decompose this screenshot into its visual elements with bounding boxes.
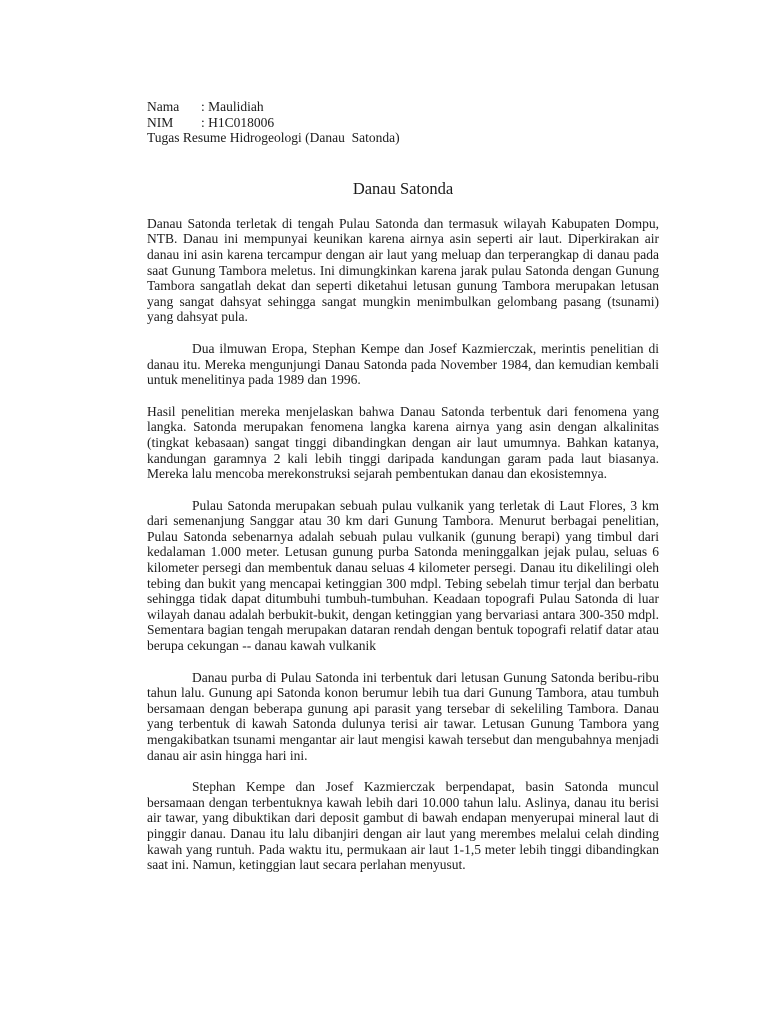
paragraph-4: Pulau Satonda merupakan sebuah pulau vulkanik yang terletak di Laut Flores, 3 km dari semenanjung Sanggar atau 30 km dari Gunung Tambora. Menurut berbagai penelitian, Pulau Satonda sebenarnya adalah sebuah pulau vulkanik (gunung berapi) yang timbul dari kedalaman 1.000 meter. Letusan gunung purba Satonda meninggalkan jejak pulau, seluas 6 kilometer persegi dan membentuk danau seluas 4 kilometer persegi. Danau itu dikelilingi oleh tebing dan bukit yang mencapai ketinggian 300 mdpl. Tebing sebelah timur terjal dan berbatu sehingga tidak dapat ditumbuhi tumbuh-tumbuhan. Keadaan topografi Pulau Satonda di luar wilayah danau adalah berbukit-bukit, dengan ketinggian yang bervariasi antara 300-350 mdpl. Sementara bagian tengah merupakan dataran rendah dengan bentuk topografi relatif datar atau berupa cekungan -- danau kawah vulkanik (147, 497, 659, 654)
student-nim: NIM : H1C018006 (147, 114, 275, 130)
paragraph-5: Danau purba di Pulau Satonda ini terbentuk dari letusan Gunung Satonda beribu-ribu tahun lalu. Gunung api Satonda konon berumur lebih tua dari Gunung Tambora, atau tumbuh bersamaan dengan beberapa gunung api parasit yang tersebar di sekeliling Tambora. Danau yang terbentuk di kawah Satonda dulunya terisi air tawar. Letusan Gunung Tambora yang mengakibatkan tsunami mengantar air laut mengisi kawah tersebut dan mengubahnya menjadi danau air asin hingga hari ini. (147, 669, 659, 763)
document-title: Danau Satonda (352, 178, 454, 198)
paragraph-3: Hasil penelitian mereka menjelaskan bahwa Danau Satonda terbentuk dari fenomena yang langka. Satonda merupakan fenomena langka karena airnya yang asin dengan alkalinitas (tingkat kebasaan) sangat tinggi dibandingkan dengan air laut umumnya. Bahkan katanya, kandungan garamnya 2 kali lebih tinggi daripada kandungan garam pada laut biasanya. Mereka lalu mencoba merekonstruksi sejarah pembentukan danau dan ekosistemnya. (147, 403, 659, 482)
assignment-title: Tugas Resume Hidrogeologi (Danau Satonda) (147, 130, 400, 146)
document-body (147, 99, 659, 889)
paragraph-6: Stephan Kempe dan Josef Kazmierczak berpendapat, basin Satonda muncul bersamaan dengan terbentuknya kawah lebih dari 10.000 tahun lalu. Aslinya, danau itu berisi air tawar, yang dibuktikan dari deposit gambut di bawah endapan menyerupai mineral laut di pinggir danau. Danau itu lalu dibanjiri dengan air laut yang merembes melalui celah dinding kawah yang runtuh. Pada waktu itu, permukaan air laut 1-1,5 meter lebih tinggi dibandingkan saat ini. Namun, ketinggian laut secara perlahan menyusut. (147, 779, 659, 873)
paragraph-1: Danau Satonda terletak di tengah Pulau Satonda dan termasuk wilayah Kabupaten Dompu, NTB. Danau ini mempunyai keunikan karena airnya asin seperti air laut. Diperkirakan air danau ini asin karena tercampur dengan air laut yang meluap dan terperangkap di danau pada saat Gunung Tambora meletus. Ini dimungkinkan karena jarak pulau Satonda dengan Gunung Tambora sangatlah dekat dan seperti diketahui letusan gunung Tambora merupakan letusan yang sangat dahsyat sehingga sangat mungkin menimbulkan gelombang pasang (tsunami) yang dahsyat pula. (147, 215, 659, 325)
paragraph-2: Dua ilmuwan Eropa, Stephan Kempe dan Josef Kazmierczak, merintis penelitian di danau itu. Mereka mengunjungi Danau Satonda pada November 1984, dan kemudian kembali untuk menelitinya pada 1989 dan 1996. (147, 340, 659, 388)
student-name: Nama : Maulidiah (147, 99, 264, 114)
